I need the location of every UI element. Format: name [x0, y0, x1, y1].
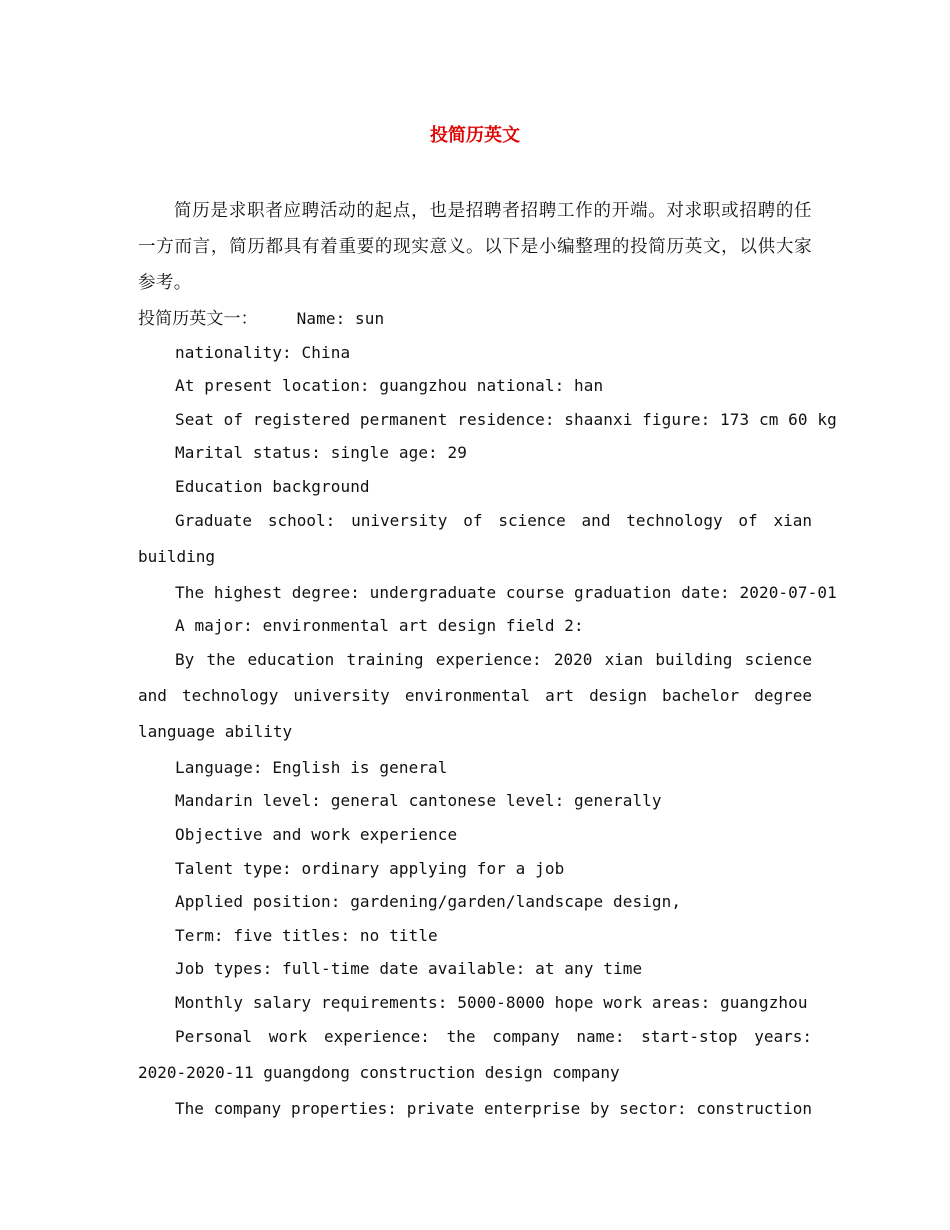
resume-line-job-types: Job types: full-time date available: at any time: [175, 959, 643, 979]
resume-line-nationality: nationality: China: [175, 342, 351, 362]
resume-line-training: By the education training experience: 2020 xian building science and technology university environmental art design bachelor degree language ability: [138, 649, 812, 741]
resume-line-language: Language: English is general: [175, 757, 448, 777]
document-title: 投简历英文: [430, 125, 520, 146]
resume-line-marital: Marital status: single age: 29: [175, 443, 467, 463]
resume-line-salary: Monthly salary requirements: 5000-8000 hope work areas: guangzhou: [175, 992, 808, 1012]
resume-line-graduate-school: Graduate school: university of science and technology of xian building: [138, 510, 812, 566]
resume-heading-label: 投简历英文一：: [138, 309, 258, 329]
resume-line-term: Term: five titles: no title: [175, 925, 438, 945]
document-body: [138, 193, 837, 1127]
resume-line-location: At present location: guangzhou national: han: [175, 376, 604, 396]
intro-paragraph: 简历是求职者应聘活动的起点，也是招聘者招聘工作的开端。对求职或招聘的任一方而言，简历都具有着重要的现实意义。以下是小编整理的投简历英文，以供大家参考。: [138, 201, 812, 293]
resume-line-residence: Seat of registered permanent residence: shaanxi figure: 173 cm 60 kg: [175, 409, 837, 429]
resume-line-name: [138, 301, 812, 335]
resume-line-company-properties: The company properties: private enterprise by sector: construction: [175, 1098, 812, 1118]
resume-line-talent-type: Talent type: ordinary applying for a job: [175, 858, 565, 878]
resume-line-education-background: Education background: [175, 476, 370, 496]
resume-line-highest-degree: The highest degree: undergraduate course graduation date: 2020-07-01: [175, 582, 837, 602]
resume-line-objective: Objective and work experience: [175, 824, 458, 844]
resume-name-value: Name: sun: [257, 309, 385, 328]
resume-line-mandarin: Mandarin level: general cantonese level: generally: [175, 791, 662, 811]
resume-line-applied-position: Applied position: gardening/garden/landscape design,: [175, 892, 682, 912]
resume-line-personal-experience: Personal work experience: the company name: start-stop years: 2020-2020-11 guangdong construction design company: [138, 1026, 812, 1082]
resume-line-major: A major: environmental art design field 2:: [175, 616, 584, 636]
